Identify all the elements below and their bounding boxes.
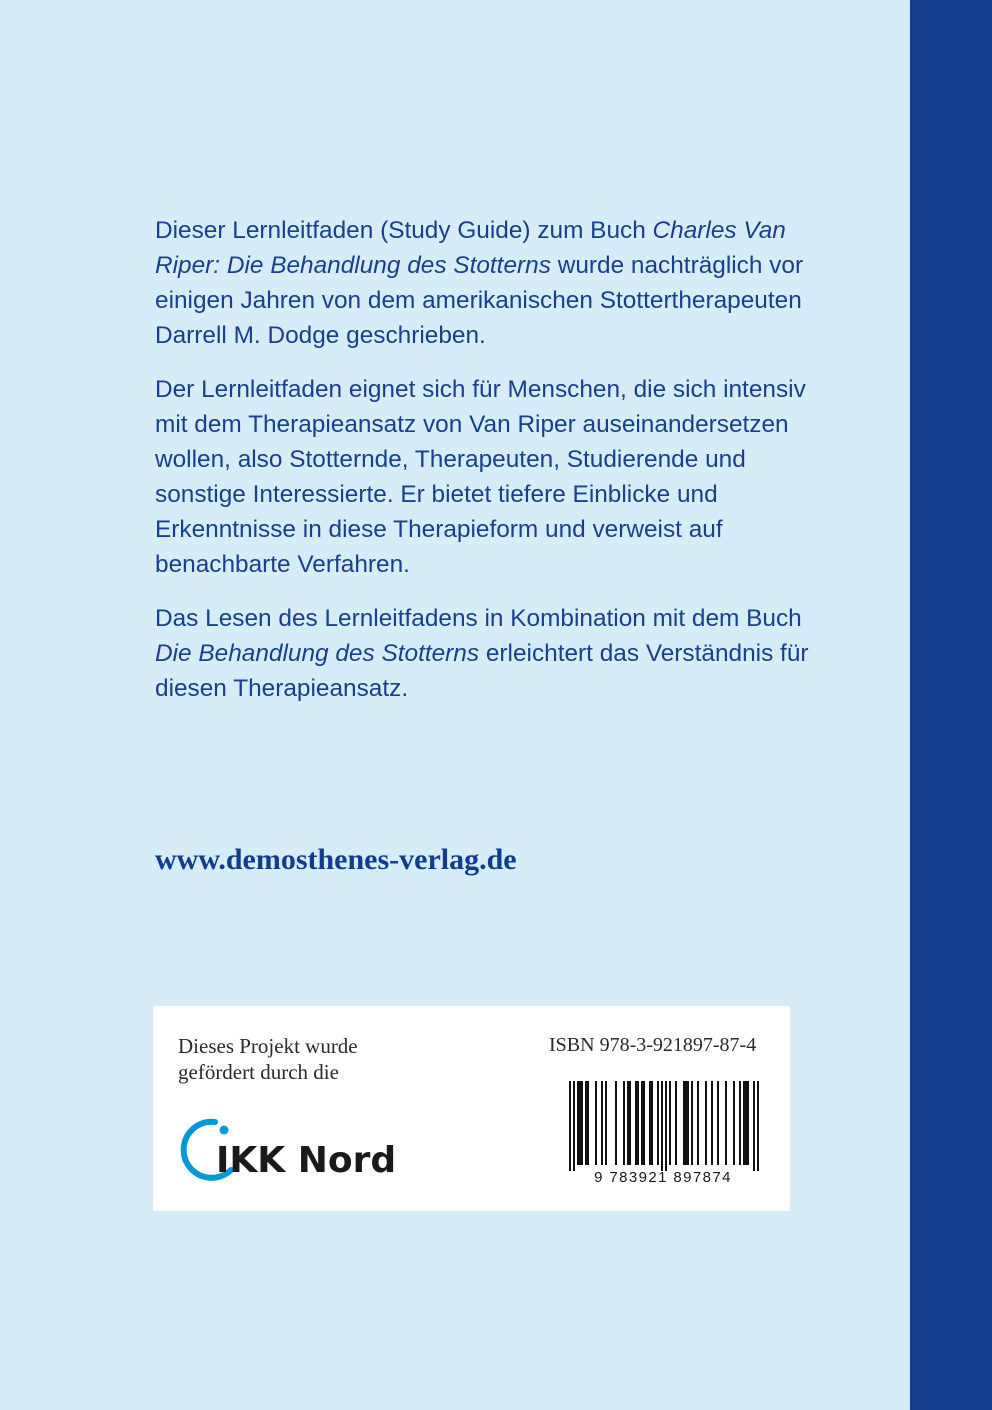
book-spine-band: [910, 0, 992, 1410]
barcode-bar: [733, 1081, 735, 1165]
barcode-bar: [627, 1081, 629, 1165]
blurb-paragraph-1: [155, 213, 815, 353]
barcode-bar: [641, 1081, 643, 1165]
sponsor-line-2: gefördert durch die: [178, 1060, 339, 1084]
barcode-bar: [697, 1081, 699, 1165]
barcode-bar: [683, 1081, 685, 1165]
barcode-bar: [615, 1081, 617, 1165]
barcode-bar: [651, 1081, 653, 1165]
barcode-bar: [665, 1081, 667, 1171]
sponsor-line-1: Dieses Projekt wurde: [178, 1034, 358, 1058]
publisher-website[interactable]: www.demosthenes-verlag.de: [155, 843, 517, 876]
barcode-bar: [629, 1081, 631, 1165]
barcode-bar: [585, 1081, 587, 1165]
barcode-bar: [643, 1081, 645, 1165]
blurb-p3-text-b: erleichtert das Verständnis für diesen Therapieansatz.: [155, 640, 809, 702]
ean-barcode: [565, 1081, 761, 1185]
barcode-bar: [687, 1081, 689, 1165]
barcode-bar: [675, 1081, 677, 1165]
barcode-bar: [669, 1081, 671, 1165]
barcode-bar: [657, 1081, 659, 1165]
barcode-bars: [569, 1081, 759, 1171]
barcode-bar: [717, 1081, 719, 1165]
barcode-bar: [635, 1081, 637, 1165]
ikk-nord-logo: [179, 1114, 397, 1184]
isbn-label: ISBN 978-3-921897-87-4: [549, 1034, 757, 1056]
back-cover-blurb: [155, 213, 815, 725]
barcode-bar: [573, 1081, 575, 1171]
barcode-bar: [581, 1081, 583, 1165]
barcode-bar: [725, 1081, 727, 1165]
barcode-bar: [637, 1081, 639, 1165]
barcode-bar: [623, 1081, 625, 1165]
blurb-p1-book-title: Charles Van Riper: Die Behandlung des Stotterns: [155, 217, 786, 279]
blurb-paragraph-2: Der Lernleitfaden eignet sich für Menschen, die sich intensiv mit dem Therapieansatz von Van Riper auseinandersetzen wollen, also Stotternde, Therapeuten, Studierende und sonstige Interessierte. Er bietet tiefere Einblicke und Erkenntnisse in diese Therapieform und verweist auf benachbarte Verfahren.: [155, 376, 806, 578]
barcode-bar: [685, 1081, 687, 1165]
barcode-bar: [605, 1081, 607, 1165]
barcode-bar: [745, 1081, 747, 1165]
barcode-bar: [569, 1081, 571, 1171]
barcode-bar: [747, 1081, 749, 1165]
barcode-bar: [711, 1081, 713, 1165]
barcode-bar: [705, 1081, 707, 1165]
blurb-p1-text-a: Dieser Lernleitfaden (Study Guide) zum Buch: [155, 217, 653, 244]
svg-text:IKK Nord: IKK Nord: [216, 1140, 397, 1181]
blurb-p3-text-a: Das Lesen des Lernleitfadens in Kombination mit dem Buch: [155, 605, 802, 632]
barcode-bar: [601, 1081, 603, 1165]
barcode-bar: [577, 1081, 579, 1165]
barcode-bar: [595, 1081, 597, 1165]
barcode-bar: [753, 1081, 755, 1171]
sponsor-note: [178, 1033, 358, 1085]
barcode-digits: 9 783921 897874: [594, 1169, 732, 1186]
barcode-bar: [757, 1081, 759, 1171]
barcode-bar: [739, 1081, 741, 1165]
barcode-bar: [579, 1081, 581, 1165]
barcode-bar: [661, 1081, 663, 1171]
sponsor-isbn-panel: [153, 1006, 790, 1211]
blurb-p1-text-b: wurde nachträglich vor einigen Jahren von dem amerikanischen Stottertherapeuten Darrell M. Dodge geschrieben.: [155, 252, 804, 349]
blurb-paragraph-3: [155, 601, 815, 706]
barcode-bar: [649, 1081, 651, 1165]
blurb-p3-book-title: Die Behandlung des Stotterns: [155, 640, 480, 667]
barcode-bar: [587, 1081, 589, 1165]
barcode-bar: [743, 1081, 745, 1165]
barcode-bar: [691, 1081, 693, 1165]
